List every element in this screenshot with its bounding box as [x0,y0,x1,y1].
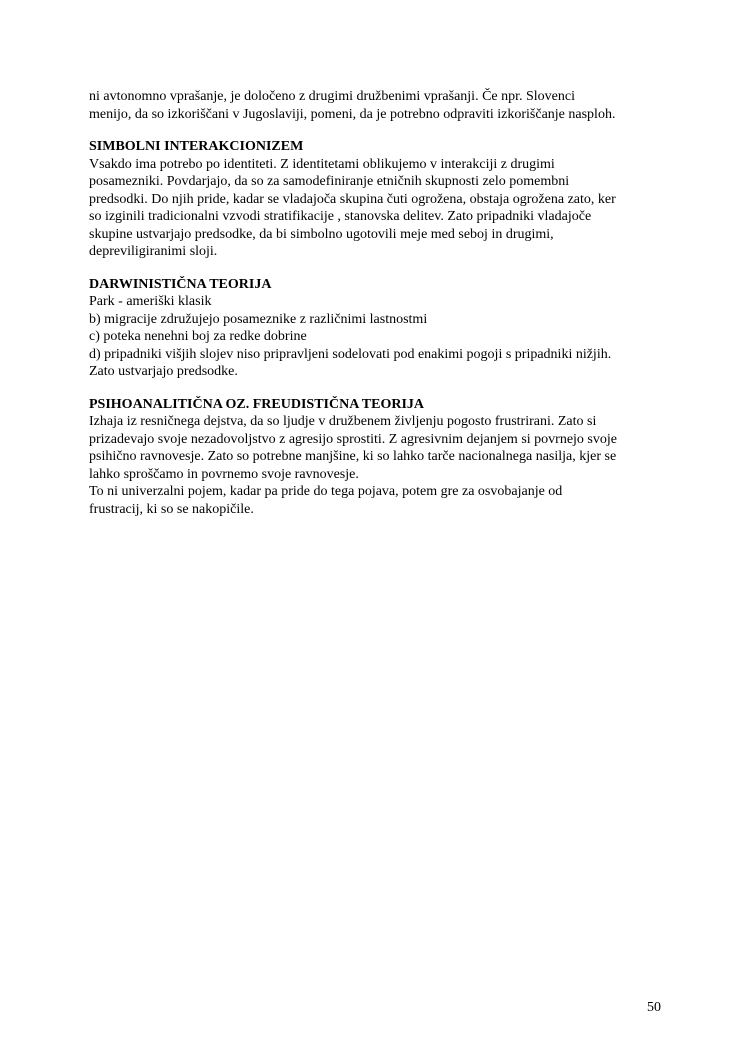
intro-line: menijo, da so izkoriščani v Jugoslaviji, pomeni, da je potrebno odpraviti izkoriščanje nasploh. [89,106,616,122]
section-line: To ni univerzalni pojem, kadar pa pride do tega pojava, potem gre za osvobajanje od [89,484,563,499]
paragraph-gap [89,261,664,276]
section-line: Vsakdo ima potrebo po identiteti. Z identitetami oblikujemo v interakciji z drugimi [89,156,555,172]
section-line: predsodki. Do njih pride, kadar se vladajoča skupina čuti ogrožena, obstaja ogrožena zato, ker [89,191,616,207]
section-paragraph-simbolni-interakcionizem [89,156,664,261]
list-item: b) migracije združujejo posameznike z različnimi lastnostmi [89,311,428,327]
section-line: psihično ravnovesje. Zato so potrebne manjšine, ki so lahko tarče nacionalnega nasilja, kjer se [89,449,617,464]
list-item: c) poteka nenehni boj za redke dobrine [89,329,307,344]
section-heading-simbolni-interakcionizem: SIMBOLNI INTERAKCIONIZEM [89,139,304,154]
section-line: posamezniki. Povdarjajo, da so za samodefiniranje etničnih skupnosti zelo pomembni [89,174,570,189]
section-paragraph-psihoanaliticna-teorija [89,413,664,518]
page-number: 50 [647,1000,661,1015]
page-content [89,88,664,518]
paragraph-gap [89,381,664,396]
section-line: lahko sproščamo in povrnemo svoje ravnovesje. [89,466,359,482]
intro-line: ni avtonomno vprašanje, je določeno z drugimi družbenimi vprašanji. Če npr. Slovenci [89,89,576,104]
section-line: depreviligiranimi sloji. [89,244,218,259]
section-heading-darwinisticna-teorija: DARWINISTIČNA TEORIJA [89,276,272,292]
paragraph-gap [89,123,664,138]
section-line: Zato ustvarjajo predsodke. [89,364,238,379]
section-line: frustracij, ki so se nakopičile. [89,501,254,517]
section-line: so izginili tradicionalni vzvodi stratifikacije , stanovska delitev. Zato pripadniki vladajoče [89,209,592,224]
intro-paragraph [89,88,664,123]
list-item: d) pripadniki višjih slojev niso pripravljeni sodelovati pod enakimi pogoji s pripadniki nižjih. [89,346,612,362]
section-line: skupine ustvarjajo predsodke, da bi simbolno ugotovili meje med seboj in drugimi, [89,226,554,242]
section-line: Park - ameriški klasik [89,294,212,309]
section-heading-psihoanaliticna-teorija: PSIHOANALITIČNA OZ. FREUDISTIČNA TEORIJA [89,396,425,412]
section-line: Izhaja iz resničnega dejstva, da so ljudje v družbenem življenju pogosto frustrirani. Zato si [89,414,597,429]
section-paragraph-darwinisticna-teorija [89,293,664,381]
section-line: prizadevajo svoje nezadovoljstvo z agresijo sprostiti. Z agresivnim dejanjem si povrnejo svoje [89,431,617,447]
